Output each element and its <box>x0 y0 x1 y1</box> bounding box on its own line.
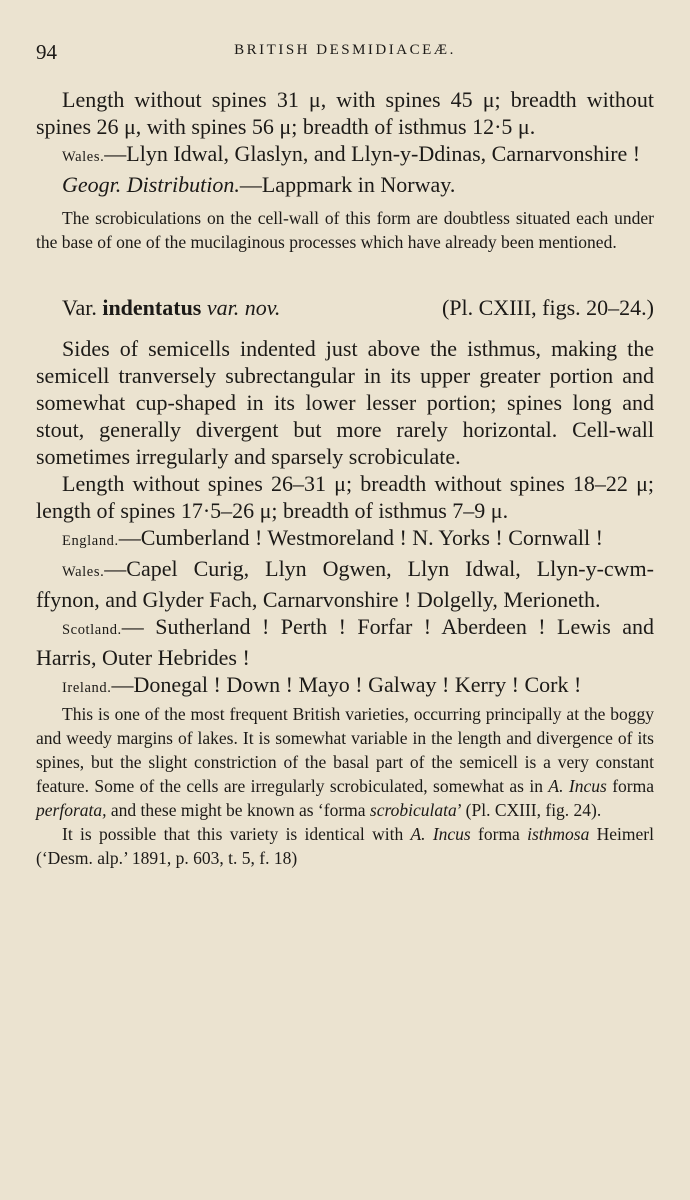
variety-title: Var. indentatus var. nov. <box>62 295 281 320</box>
note-paragraph: The scrobiculations on the cell-wall of this form are doubtless situated each under the base of one of the mucilaginous processes which have already been mentioned. <box>36 208 654 252</box>
locality-text: —Donegal ! Down ! Mayo ! Galway ! Kerry ! Cork ! <box>111 672 582 697</box>
region-label: Ireland. <box>62 680 112 696</box>
page-number: 94 <box>36 40 57 64</box>
variety-status: var. nov. <box>206 295 281 320</box>
variety-measurements: Length without spines 26–31 μ; breadth without spines 18–22 μ; length of spines 17·5–26 μ; breadth of isthmus 7–9 μ. <box>36 471 654 523</box>
geographic-distribution <box>36 171 654 198</box>
region-label: England. <box>62 533 119 549</box>
distribution-label: Geogr. Distribution. <box>62 172 240 197</box>
locality-wales <box>36 140 654 171</box>
region-label: Scotland. <box>62 622 122 638</box>
page-body <box>36 86 654 870</box>
measurements-paragraph: Length without spines 31 μ, with spines 45 μ; breadth without spines 26 μ, with spines 56 μ; breadth of isthmus 12·5 μ. <box>36 87 654 139</box>
locality-england <box>36 524 654 555</box>
locality-text: —Cumberland ! Westmoreland ! N. Yorks ! Cornwall ! <box>118 525 603 550</box>
locality-text: —Capel Curig, Llyn Ogwen, Llyn Idwal, Llyn-y-cwm-ffynon, and Glyder Fach, Carnarvonshire ! Dolgelly, Merioneth. <box>36 556 654 612</box>
locality-text: —Llyn Idwal, Glaslyn, and Llyn-y-Ddinas, Carnarvonshire ! <box>104 141 641 166</box>
region-label: Wales. <box>62 564 105 580</box>
distribution-text: —Lappmark in Norway. <box>239 172 456 197</box>
synonymy-note: It is possible that this variety is identical with A. Incus forma isthmosa Heimerl (‘Desm. alp.’ 1891, p. 603, t. 5, f. 18) <box>36 824 654 868</box>
locality-scotland <box>36 613 654 671</box>
locality-text: — Sutherland ! Perth ! Forfar ! Aberdeen ! Lewis and Harris, Outer Hebrides ! <box>36 614 654 670</box>
variety-heading <box>36 294 654 321</box>
locality-wales <box>36 555 654 613</box>
running-head: BRITISH DESMIDIACEÆ. <box>234 42 456 58</box>
plate-reference: (Pl. CXIII, figs. 20–24.) <box>441 295 654 320</box>
region-label: Wales. <box>62 149 105 165</box>
page-header <box>36 40 654 64</box>
variety-description: Sides of semicells indented just above the isthmus, making the semicell tranversely subrectangular in its upper greater portion and somewhat cup-shaped in its lower lesser portion; spines long and stout, generally divergent but more rarely horizontal. Cell-wall sometimes irregularly and sparsely scrobiculate. <box>36 336 654 469</box>
variety-note: This is one of the most frequent British varieties, occurring principally at the boggy and weedy margins of lakes. It is somewhat variable in the length and divergence of its spines, but the slight constriction of the basal part of the semicell is a very constant feature. Some of the cells are irregularly scrobiculated, somewhat as in A. Incus forma perforata, and these might be known as ‘forma scrobiculata’ (Pl. CXIII, fig. 24). <box>36 704 654 820</box>
locality-ireland <box>36 671 654 702</box>
variety-name: indentatus <box>102 295 202 320</box>
